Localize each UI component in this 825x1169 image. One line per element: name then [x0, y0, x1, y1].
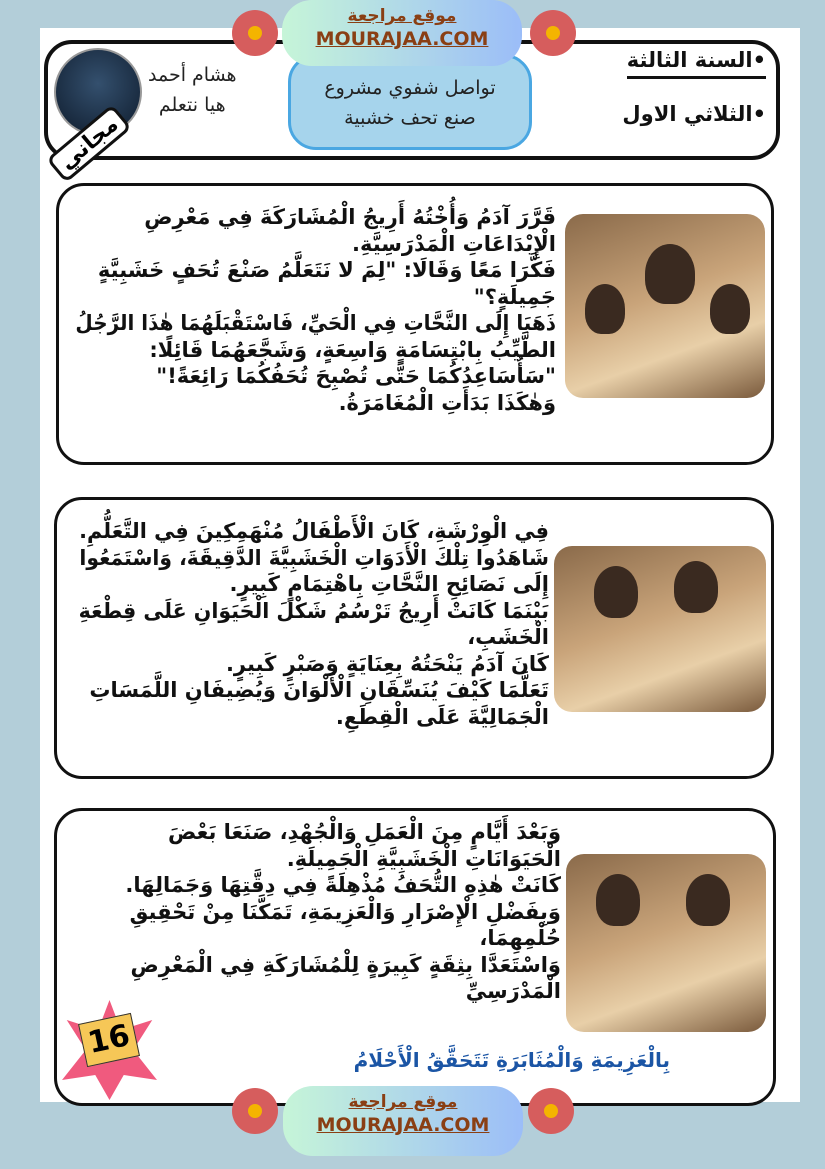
text-line: "سَأُسَاعِدُكُمَا حَتَّى تُصْبِحَ تُحَفُكُمَا رَائِعَةً!" [156, 364, 556, 388]
grade-label: •السنة الثالثة [627, 48, 766, 79]
paragraph-box-2 [54, 497, 774, 779]
text-line: شَاهَدُوا تِلْكَ الْأَدَوَاتِ الْخَشَبِيَّةَ الدَّقِيقَةَ، وَاسْتَمَعُوا [79, 545, 549, 570]
watermark-latin: MOURAJAA.COM [315, 28, 489, 50]
text-line: وَبِفَضْلِ الْإِصْرَارِ وَالْعَزِيمَةِ، تَمَكَّنَا مِنْ تَحْقِيقِ [129, 899, 561, 924]
paragraph-box-1 [56, 183, 774, 465]
title-line-1: تواصل شفوي مشروع [324, 77, 496, 99]
free-stamp: مجاني [46, 104, 132, 183]
text-line: الطَّيِّبُ بِابْتِسَامَةٍ وَاسِعَةٍ، وَشَجَّعَهُمَا قَائِلًا: [149, 337, 556, 362]
watermark-latin: MOURAJAA.COM [316, 1114, 490, 1136]
site-watermark-top[interactable] [282, 0, 522, 66]
site-logo-icon [232, 1088, 278, 1134]
site-logo-icon [530, 10, 576, 56]
title-line-2: صنع تحف خشبية [344, 107, 476, 129]
text-line: قَرَّرَ آدَمُ وَأُخْتُهُ أَرِيجُ الْمُشَارَكَةَ فِي مَعْرِضِ [144, 205, 556, 229]
term-label: •الثلاثي الاول [622, 102, 766, 126]
paragraph-3 [81, 819, 561, 1005]
text-line: حُلْمِهِمَا، [479, 926, 561, 950]
text-line: الْخَشَبِ، [467, 625, 549, 649]
text-line: إِلَى نَصَائِحِ النَّحَّاتِ بِاهْتِمَامٍ كَبِيرٍ. [229, 572, 549, 596]
paragraph-1 [76, 204, 556, 416]
watermark-arabic: موقع مراجعة [348, 1092, 458, 1112]
text-line: فِي الْوِرْشَةِ، كَانَ الْأَطْفَالُ مُنْهَمِكِينَ فِي التَّعَلُّمِ. [79, 519, 550, 543]
text-line: كَانَ آدَمُ يَنْحَتُهُ بِعِنَايَةٍ وَصَبْرٍ كَبِيرٍ. [225, 651, 549, 676]
text-line: فَكَّرَا مَعًا وَقَالَا: "لِمَ لا نَتَعَلَّمُ صَنْعَ تُحَفٍ خَشَبِيَّةٍ [97, 258, 556, 282]
text-line: تَعَلَّمَا كَيْفَ يُنَسِّقَانِ الْأَلْوَانَ وَيُضِيفَانِ اللَّمَسَاتِ [89, 678, 549, 702]
author-name: هشام أحمد [148, 64, 237, 86]
paragraph-2 [79, 518, 549, 730]
text-line: الْمَدْرَسِيِّ [465, 979, 561, 1003]
illustration-carpenter-with-children [565, 214, 765, 398]
site-logo-icon [232, 10, 278, 56]
text-line: بَيْنَمَا كَانَتْ أَرِيجُ تَرْسُمُ شَكْلَ الْحَيَوَانِ عَلَى قِطْعَةِ [78, 598, 549, 623]
page-number: 16 [78, 1013, 140, 1067]
text-line: الْجَمَالِيَّةَ عَلَى الْقِطَعِ. [335, 704, 549, 729]
author-channel: هيا نتعلم [158, 94, 226, 116]
text-line: جَمِيلَةٍ؟" [473, 284, 556, 309]
illustration-children-woodwork [554, 546, 766, 712]
text-line: الْإِبْدَاعَاتِ الْمَدْرَسِيَّةِ. [351, 231, 556, 256]
watermark-arabic: موقع مراجعة [347, 6, 457, 26]
author [148, 60, 237, 120]
site-logo-icon [528, 1088, 574, 1134]
text-line: الْحَيَوَانَاتِ الْخَشَبِيَّةِ الْجَمِيلَةِ. [286, 846, 561, 871]
text-line: ذَهَبَا إِلَى النَّحَّاتِ فِي الْحَيِّ، فَاسْتَقْبَلَهُمَا هٰذَا الرَّجُلُ [75, 311, 557, 335]
page-title [288, 54, 532, 150]
motto: بِالْعَزِيمَةِ وَالْمُثَابَرَةِ تَتَحَقَّقُ الْأَحْلَامُ [353, 1048, 670, 1072]
text-line: وَاسْتَعَدَّا بِثِقَةٍ كَبِيرَةٍ لِلْمُشَارَكَةِ فِي الْمَعْرِضِ [130, 952, 561, 977]
text-line: وَبَعْدَ أَيَّامٍ مِنَ الْعَمَلِ وَالْجُهْدِ، صَنَعَا بَعْضَ [167, 820, 561, 844]
text-line: كَانَتْ هٰذِهِ التُّحَفُ مُذْهِلَةً فِي دِقَّتِهَا وَجَمَالِهَا. [125, 873, 561, 897]
site-watermark-bottom[interactable] [283, 1086, 523, 1156]
text-line: وَهٰكَذَا بَدَأَتِ الْمُغَامَرَةُ. [338, 390, 556, 415]
illustration-wooden-animals [566, 854, 766, 1032]
